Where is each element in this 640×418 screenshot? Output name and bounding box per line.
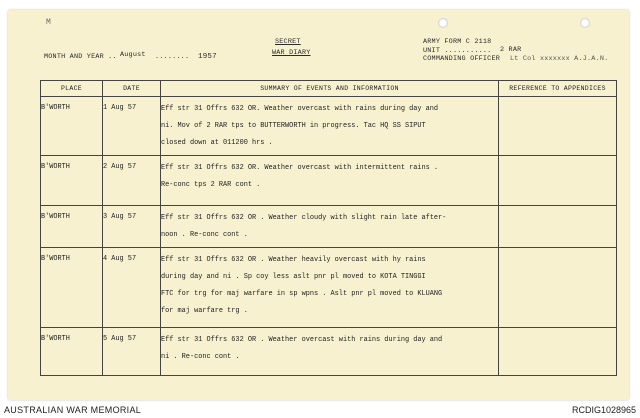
commanding-officer-label: COMMANDING OFFICER: [423, 55, 501, 63]
summary-cell: [161, 206, 499, 248]
summary-line: Eff str 31 Offrs 632 OR . Weather cloudy with slight rain late after-: [161, 214, 447, 222]
place-cell: B'WORTH: [41, 97, 103, 156]
classification: SECRET: [275, 38, 301, 46]
summary-line: Eff str 31 Offrs 632 OR . Weather overcast with rains during day and: [161, 336, 443, 344]
summary-line: Eff str 31 Offrs 632 OR. Weather overcast with rains during day and: [161, 105, 439, 113]
army-form: ARMY FORM C 2118: [423, 38, 492, 46]
summary-line: for maj warfare trg .: [161, 307, 248, 315]
commanding-officer-value: Lt Col xxxxxxx A.J.A.N.: [510, 55, 609, 63]
table-row: [41, 97, 617, 156]
corner-mark: M: [46, 18, 52, 27]
summary-line: noon . Re-conc cont .: [161, 231, 248, 239]
punch-hole: [580, 18, 590, 28]
reference-cell: [499, 328, 617, 376]
war-diary-sheet: [8, 10, 629, 400]
summary-cell: [161, 248, 499, 328]
month-value: August: [120, 51, 146, 59]
summary-line: closed down at 011200 hrs .: [161, 139, 273, 147]
place-cell: B'WORTH: [41, 248, 103, 328]
reference-cell: [499, 248, 617, 328]
summary-line: Re-conc tps 2 RAR cont .: [161, 181, 261, 189]
table-header-row: [41, 81, 617, 97]
war-diary-table: [40, 80, 617, 376]
column-header-place: PLACE: [41, 81, 103, 97]
date-cell: 3 Aug 57: [103, 206, 161, 248]
place-cell: B'WORTH: [41, 328, 103, 376]
date-cell: 4 Aug 57: [103, 248, 161, 328]
table-row: [41, 248, 617, 328]
table-row: [41, 156, 617, 206]
summary-cell: [161, 156, 499, 206]
date-cell: 1 Aug 57: [103, 97, 161, 156]
reference-cell: [499, 97, 617, 156]
summary-cell: [161, 97, 499, 156]
punch-hole: [438, 18, 448, 28]
summary-line: FTC for trg for maj warfare in sp wpns . Aslt pnr pl moved to KLUANG: [161, 290, 443, 298]
reference-cell: [499, 206, 617, 248]
column-header-date: DATE: [103, 81, 161, 97]
unit-value: 2 RAR: [500, 46, 522, 54]
month-dots: ........: [155, 53, 190, 61]
column-header-summary: SUMMARY OF EVENTS AND INFORMATION: [161, 81, 499, 97]
unit-label: UNIT ...........: [423, 47, 492, 55]
summary-line: during day and ni . Sp coy less aslt pnr pl moved to KOTA TINGGI: [161, 273, 426, 281]
record-id: RCDIG1028965: [571, 405, 636, 415]
summary-line: ni . Re-conc cont .: [161, 353, 240, 361]
archive-name: AUSTRALIAN WAR MEMORIAL: [4, 405, 142, 415]
column-header-reference: REFERENCE TO APPENDICES: [499, 81, 617, 97]
reference-cell: [499, 156, 617, 206]
summary-line: Eff str 31 Offrs 632 OR. Weather overcast with intermittent rains .: [161, 164, 439, 172]
month-year-label: MONTH AND YEAR ..: [44, 53, 117, 61]
date-cell: 5 Aug 57: [103, 328, 161, 376]
summary-cell: [161, 328, 499, 376]
date-cell: 2 Aug 57: [103, 156, 161, 206]
year-value: 1957: [198, 53, 217, 61]
table-row: [41, 328, 617, 376]
archive-footer: [0, 402, 640, 418]
summary-line: Eff str 31 Offrs 632 OR . Weather heavily overcast with hy rains: [161, 256, 426, 264]
diary-title: WAR DIARY: [272, 49, 311, 57]
place-cell: B'WORTH: [41, 206, 103, 248]
place-cell: B'WORTH: [41, 156, 103, 206]
summary-line: ni. Mov of 2 RAR tps to BUTTERWORTH in progress. Tac HQ SS SIPUT: [161, 122, 426, 130]
table-row: [41, 206, 617, 248]
